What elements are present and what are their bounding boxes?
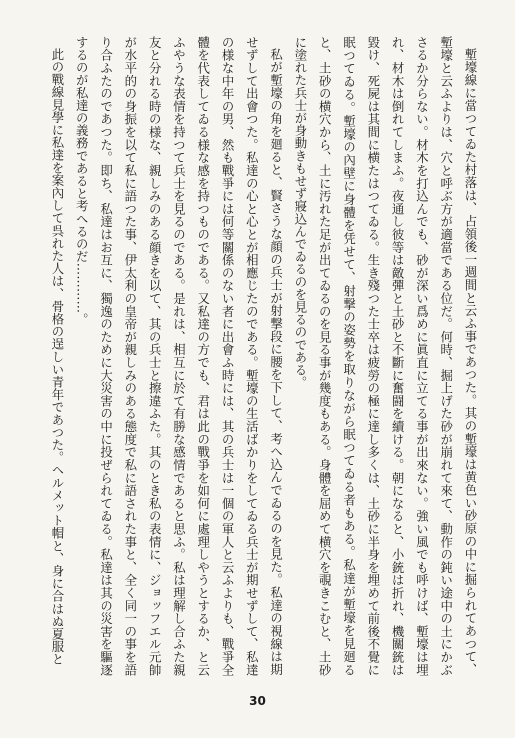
page-number: 30	[249, 694, 266, 708]
paragraph-2: 私が塹壕の角を廻ると、賢さうな顔の兵士が射撃段に腰を下して、考へ込んでゐるのを見た。私達の視線は期せずして出會つた。私達の心と心とが相應じたのである。塹壕の生活ばかりをしてゐる兵士が期せずして、私達の様な中年の男、然も戰爭には何等關係のない者に出會ふ時には、其の兵士は一個の軍人と云ふよりも、戰爭全體を代表してゐる様な感を持つものである。又私達の方でも、君は此の戰爭を如何に處理しやうとするか、と云ふやうな表情を持つて兵士を見るのである。是れは、相互に於て有勝な感情であると思ふ。私は理解し合ふた親友と分れる時の様な、親しみのある顔きを以て、其の兵士と擦違ふた。其のとき私の表情に、ジョッフエル元帥が水平的の身振を以て私に語つた事、伊太利の皇帝が親しみのある態度で私に語された事と、全く同一の事を語り合ふたのであつた。即ち、私達はお互に、獨逸のために大災害の中に投ぜられてゐる。私達は其の災害を驅逐するのが私達の義務であると考へるのだ…………。	[74, 36, 284, 676]
paragraph-3: 此の戰線見學に私達を案內して呉れた人は、骨格の逞しい青年であつた。ヘルメット帽と、身に合はぬ夏服と	[49, 48, 65, 666]
body-text	[49, 36, 482, 676]
paragraph-1: 塹壕線に當つてゐた村落は、占領後一週間と云ふ事であつた。其の塹壕は黄色い砂原の中に掘られてあつて、塹壕と云ふよりは、穴と呼ぶ方が適當である位だ。何時、掘上げた砂が崩れて來て、動作の鈍い途中の土にかぶさるか分らない。材木を打込んでも、砂が深い爲めに眞直に立てる事が出來ない。強い風でも呼けば、塹壕は埋れ、材木は倒れてしまふ。夜通し彼等は敵彈と土砂と不斷に奮闘を續ける。朝になると、小銃は折れ、機關銃は毀け、死屍は其間に横たはつてゐる。生き殘つた士卒は疲勞の極に達し多くは、土砂に半身を埋めて前後不覺に眠つてゐる。塹壕の內壁に身體を凭せて、射撃の姿勢を取りながら眠つてゐる者もある。私達が塹壕を見廻ると、土砂の横穴から、土に汚れた足が出てゐるのを見る事が幾度もある。身體を屈めて横穴を覗きこむと、土砂に塗れた兵士が身動きもせず寢込んでゐるのを見るのである。	[292, 36, 478, 676]
